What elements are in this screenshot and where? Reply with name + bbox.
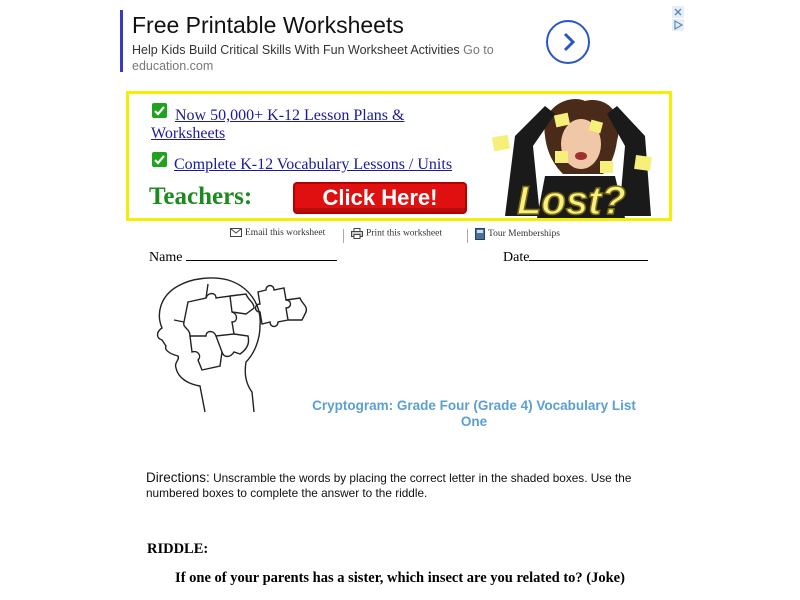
worksheet-title: Cryptogram: Grade Four (Grade 4) Vocabulary List One bbox=[312, 398, 636, 429]
ad-description[interactable] bbox=[132, 42, 502, 74]
print-worksheet-link[interactable] bbox=[351, 228, 442, 239]
directions bbox=[146, 470, 666, 501]
vocabulary-lessons-link[interactable]: Complete K-12 Vocabulary Lessons / Units bbox=[174, 156, 453, 173]
click-here-button[interactable]: Click Here! bbox=[293, 182, 467, 214]
puzzle-head-illustration bbox=[150, 274, 310, 414]
email-worksheet-link[interactable] bbox=[230, 228, 325, 238]
name-blank bbox=[186, 248, 337, 261]
date-field bbox=[503, 248, 648, 266]
adchoices-icon[interactable] bbox=[672, 19, 684, 31]
directions-text: Unscramble the words by placing the correct letter in the shaded boxes. Use the numbered boxes to complete the answer to the riddle. bbox=[146, 471, 632, 500]
promo-banner[interactable] bbox=[126, 91, 672, 221]
print-worksheet-label[interactable]: Print this worksheet bbox=[366, 228, 442, 239]
tour-memberships-link[interactable] bbox=[475, 228, 560, 240]
ad-title[interactable]: Free Printable Worksheets bbox=[132, 12, 404, 38]
riddle-question: If one of your parents has a sister, which insect are you related to? (Joke) bbox=[175, 570, 625, 586]
ad-banner[interactable] bbox=[120, 10, 612, 72]
chevron-right-icon bbox=[560, 32, 578, 52]
date-blank bbox=[529, 248, 648, 261]
ad-goto-link[interactable]: Go to education.com bbox=[132, 43, 494, 73]
riddle-label: RIDDLE: bbox=[147, 541, 209, 557]
date-label: Date bbox=[503, 250, 530, 265]
printer-icon bbox=[351, 228, 363, 239]
tour-memberships-label[interactable]: Tour Memberships bbox=[488, 229, 560, 240]
divider bbox=[467, 229, 468, 243]
lesson-plans-link-continued[interactable]: Worksheets bbox=[151, 125, 226, 142]
divider bbox=[343, 229, 344, 243]
email-worksheet-label[interactable]: Email this worksheet bbox=[245, 228, 326, 238]
lesson-plans-link[interactable]: Now 50,000+ K-12 Lesson Plans & bbox=[175, 107, 405, 124]
name-field bbox=[149, 248, 337, 266]
lost-text: Lost? bbox=[517, 179, 626, 218]
teachers-label: Teachers: bbox=[149, 183, 253, 210]
checkmark-icon bbox=[152, 103, 167, 118]
envelope-icon bbox=[230, 228, 242, 237]
checkmark-icon bbox=[152, 152, 167, 167]
lost-teacher-image[interactable] bbox=[485, 96, 671, 218]
ad-description-text: Help Kids Build Critical Skills With Fun Worksheet Activities bbox=[132, 43, 460, 57]
membership-icon bbox=[475, 228, 485, 240]
close-icon[interactable] bbox=[672, 6, 684, 18]
ad-open-button[interactable] bbox=[546, 20, 590, 64]
name-label: Name bbox=[149, 250, 183, 265]
directions-label: Directions: bbox=[146, 470, 210, 485]
